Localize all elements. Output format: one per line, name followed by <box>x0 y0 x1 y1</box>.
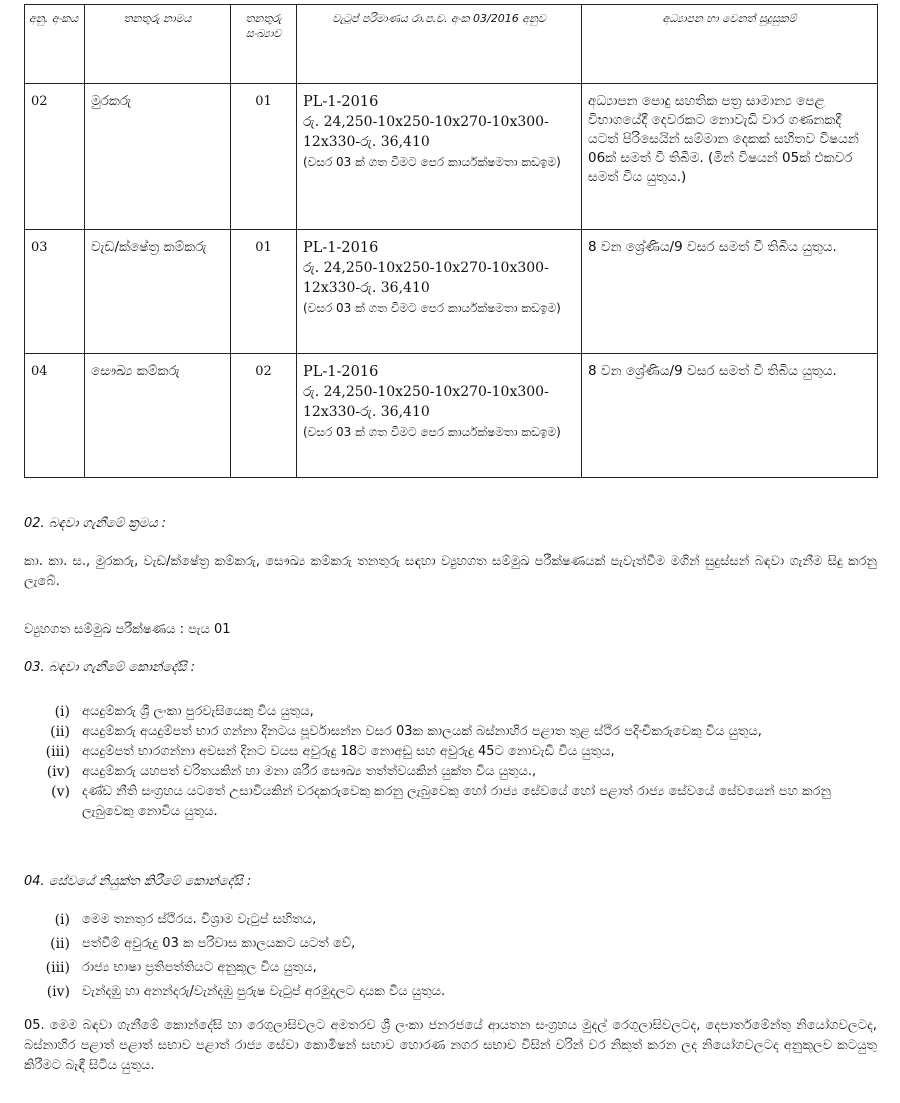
salary-steps-line2: 12x330-රු. 36,410 <box>303 134 430 150</box>
item-text: වැන්දඹු හා අනන්දරු/වැන්දඹු පුරුෂ වැටුප් අරමුදලට දායක විය යුතුය. <box>82 984 446 999</box>
row-qualifications: අධ්‍යාපන පොදු සහතික පත්‍ර සාමාන්‍ය පෙළ විභාගයේදී දෙවරකට නොවැඩි වාර ගණනකදී යටත් පිරිසෙයින් සම්මාන දෙකක් සහිතව විෂයන් 06ක් සමත් වී තිබීම. (මින් විෂයන් 05ක් එකවර සමත් විය යුතුය.) <box>582 84 878 230</box>
row-salary-scale <box>297 354 582 478</box>
row-serial-no: 03 <box>25 230 85 354</box>
table-row <box>25 354 878 478</box>
item-number: (ii) <box>50 724 70 740</box>
general-regulations-paragraph: 05. මෙම බඳවා ගැනීමේ කොන්දේසි හා රෙගුලාසිවලට අමතරව ශ්‍රී ලංකා ජනරජයේ ආයතන සංග්‍රහය මුදල් රෙගුලාසිවලටද, දෙපාර්තමේන්තු නියෝගවලටද, බස්නාහිර පළාත් පළාත් සභාව පළාත් රාජ්‍ය සේවා කොමිෂන් සභාව හොරණ නගර සභාව විසින් වරින් වර නිකුත් කරන ලද නියෝගවලටද අනුකූලව කටයුතු කිරීමට බැඳී සිටිය යුතුය. <box>24 1018 877 1073</box>
salary-code: PL-1-2016 <box>303 240 379 256</box>
header-qualifications: අධ්‍යාපන හා වෙනත් සුදුසුකම් <box>582 5 878 84</box>
salary-code: PL-1-2016 <box>303 364 379 380</box>
salary-steps-line1: රු. 24,250-10x250-10x270-10x300- <box>303 260 549 276</box>
row-post-count: 02 <box>231 354 297 478</box>
item-number: (i) <box>54 912 70 928</box>
item-number: (iii) <box>45 960 70 976</box>
list-item <box>24 762 877 782</box>
row-salary-scale <box>297 230 582 354</box>
salary-efficiency-bar-note: (වසර 03 ක් ගත වීමට පෙර කාර්යක්ෂමතා කඩඉම) <box>303 301 561 315</box>
salary-steps-line1: රු. 24,250-10x250-10x270-10x300- <box>303 114 549 130</box>
salary-efficiency-bar-note: (වසර 03 ක් ගත වීමට පෙර කාර්යක්ෂමතා කඩඉම) <box>303 155 561 169</box>
row-post-name: මුරකරු <box>85 84 231 230</box>
salary-steps-line2: 12x330-රු. 36,410 <box>303 404 430 420</box>
row-post-count: 01 <box>231 84 297 230</box>
service-conditions-heading: 04. සේවයේ නියුක්ත කිරීමේ කොන්දේසි : <box>24 874 252 889</box>
item-text: අයදුම්කරු යහපත් චරිතයකින් හා මනා ශරීර සෞඛ්‍ය තත්ත්වයකින් යුක්ත විය යුතුය., <box>82 764 537 779</box>
item-text: අයදුම්කරු අයදුම්පත් භාර ගන්නා දිනටය පූර්වාසන්න වසර 03ක කාලයක් බස්නාහිර පළාත තුළ ස්ථිර පදිංචිකරුවෙකු විය යුතුය, <box>82 724 762 739</box>
row-qualifications: 8 වන ශ්‍රේණිය/9 වසර සමත් වී තිබිය යුතුය. <box>582 354 878 478</box>
salary-steps-line2: 12x330-රු. 36,410 <box>303 280 430 296</box>
header-post-name: තනතුරු නාමය <box>85 5 231 84</box>
table-row <box>25 84 878 230</box>
row-salary-scale <box>297 84 582 230</box>
row-post-name: වැඩ/ක්ෂේත්‍ර කම්කරු <box>85 230 231 354</box>
item-text: පත්වීම් අවුරුදු 03 ක පරිවාස කාලයකට යටත් වේ, <box>82 936 356 951</box>
posts-table <box>24 4 878 478</box>
header-post-count: තනතුරු සංඛ්‍යාව <box>231 5 297 84</box>
row-serial-no: 04 <box>25 354 85 478</box>
salary-code: PL-1-2016 <box>303 94 379 110</box>
recruitment-method-paragraph: කා. කා. ස., මුරකරු, වැඩ/ක්ෂේත්‍ර කම්කරු, සෞඛ්‍ය කම්කරු තනතුරු සඳහා ව්‍යුහගත සම්මුඛ පරීක්ෂණයක් පැවැත්වීම මගින් සුදුස්සන් බඳවා ගැනීම සිදු කරනු ලැබේ. <box>24 554 877 589</box>
recruitment-conditions-list <box>24 702 877 822</box>
item-number: (i) <box>54 704 70 720</box>
row-post-name: සෞඛ්‍ය කම්කරු <box>85 354 231 478</box>
item-text: රාජ්‍ය භාෂා ප්‍රතිපත්තියට අනුකූල විය යුතුය, <box>82 960 317 975</box>
salary-efficiency-bar-note: (වසර 03 ක් ගත වීමට පෙර කාර්යක්ෂමතා කඩඉම) <box>303 425 561 439</box>
list-item <box>24 722 877 742</box>
header-salary-scale: වැටුප් පරිමාණය රා.ප.ච. අංක 03/2016 අනුව <box>297 5 582 84</box>
table-row <box>25 230 878 354</box>
list-item <box>24 742 877 762</box>
header-serial-no: අනු. අංකය <box>25 5 85 84</box>
item-number: (iv) <box>46 764 70 780</box>
recruitment-method-heading: 02. බඳවා ගැනීමේ ක්‍රමය : <box>24 516 167 531</box>
table-header-row <box>25 5 878 84</box>
list-item <box>24 980 877 1004</box>
list-item <box>24 782 877 822</box>
row-post-count: 01 <box>231 230 297 354</box>
salary-steps-line1: රු. 24,250-10x250-10x270-10x300- <box>303 384 549 400</box>
interview-duration-line: ව්‍යුහගත සම්මුඛ පරීක්ෂණය : පැය 01 <box>24 622 231 637</box>
recruitment-conditions-heading: 03. බඳවා ගැනීමේ කොන්දේසි : <box>24 660 196 675</box>
item-number: (v) <box>51 784 70 800</box>
row-serial-no: 02 <box>25 84 85 230</box>
list-item <box>24 932 877 956</box>
item-number: (ii) <box>50 936 70 952</box>
item-number: (iv) <box>46 984 70 1000</box>
item-number: (iii) <box>45 744 70 760</box>
list-item <box>24 956 877 980</box>
item-text: මෙම තනතුර ස්ථිරය. විශ්‍රාම වැටුප් සහිතය, <box>82 912 317 927</box>
item-text: අයදුම්පත් භාරගන්නා අවසන් දිනට වයස අවුරුදු 18ට නොඅඩු සහ අවුරුදු 45ට නොවැඩි විය යුතුය, <box>82 744 615 759</box>
item-text: දණ්ඩ නීති සංග්‍රහය යටතේ උසාවියකින් වරදකරුවෙකු කරනු ලැබුවෙකු හෝ රාජ්‍ය සේවයේ හෝ පළාත් රාජ්‍ය සේවයේ සේවයෙන් පහ කරනු ලැබුවෙකු නොවිය යුතුය. <box>82 784 831 819</box>
service-conditions-list <box>24 908 877 1004</box>
row-qualifications: 8 වන ශ්‍රේණිය/9 වසර සමත් වී තිබිය යුතුය. <box>582 230 878 354</box>
list-item <box>24 908 877 932</box>
item-text: අයදුම්කරු ශ්‍රී ලංකා පුරවැසියෙකු විය යුතුය, <box>82 704 314 719</box>
list-item <box>24 702 877 722</box>
